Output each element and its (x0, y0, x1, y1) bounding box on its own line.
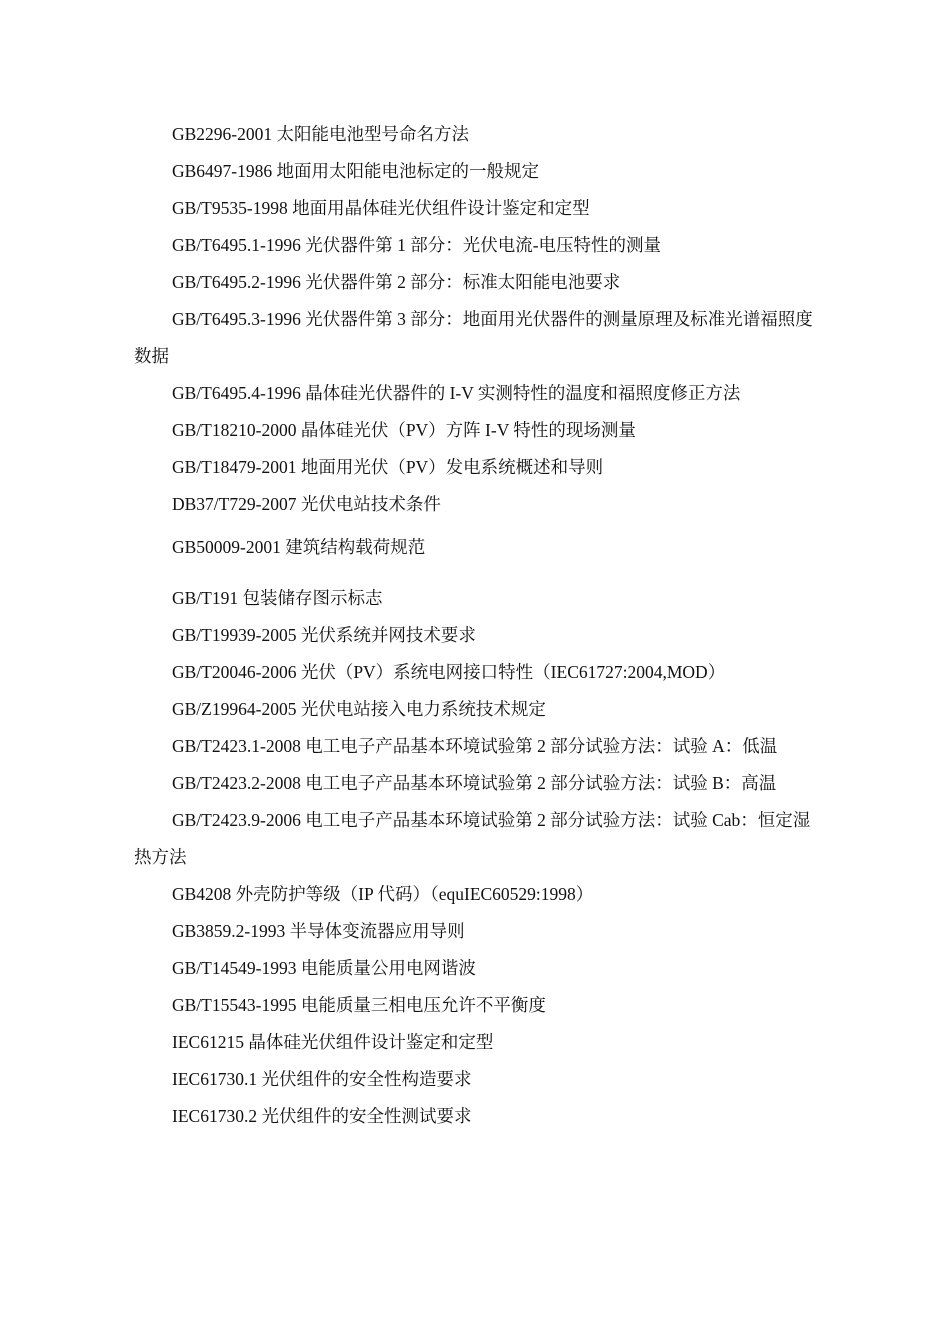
list-item: GB4208 外壳防护等级（IP 代码）（equIEC60529:1998） (172, 884, 594, 904)
list-item: GB/T191 包装储存图示标志 (172, 588, 383, 608)
list-item: GB/T6495.1-1996 光伏器件第 1 部分：光伏电流-电压特性的测量 (172, 235, 662, 255)
list-item: GB/T20046-2006 光伏（PV）系统电网接口特性（IEC61727:2004,MOD） (172, 662, 726, 682)
list-item: GB/T6495.4-1996 晶体硅光伏器件的 I-V 实测特性的温度和福照度修正方法 (172, 383, 741, 403)
list-item: GB/T2423.2-2008 电工电子产品基本环境试验第 2 部分试验方法：试验 B：高温 (172, 773, 777, 793)
list-item: GB/T2423.9-2006 电工电子产品基本环境试验第 2 部分试验方法：试验 Cab：恒定湿热方法 (134, 810, 811, 867)
list-item: IEC61730.2 光伏组件的安全性测试要求 (172, 1106, 472, 1126)
list-item: IEC61215 晶体硅光伏组件设计鉴定和定型 (172, 1032, 494, 1052)
list-item: GB/T9535-1998 地面用晶体硅光伏组件设计鉴定和定型 (172, 198, 590, 218)
list-item: GB6497-1986 地面用太阳能电池标定的一般规定 (172, 161, 540, 181)
list-item: GB2296-2001 太阳能电池型号命名方法 (172, 124, 470, 144)
list-item: DB37/T729-2007 光伏电站技术条件 (172, 494, 441, 514)
list-item: GB/T19939-2005 光伏系统并网技术要求 (172, 625, 476, 645)
list-item: IEC61730.1 光伏组件的安全性构造要求 (172, 1069, 472, 1089)
list-item: GB/T14549-1993 电能质量公用电网谐波 (172, 958, 476, 978)
list-item: GB3859.2-1993 半导体变流器应用导则 (172, 921, 465, 941)
list-item: GB/T15543-1995 电能质量三相电压允许不平衡度 (172, 995, 546, 1015)
standards-list (134, 116, 814, 1135)
list-item: GB/T6495.3-1996 光伏器件第 3 部分：地面用光伏器件的测量原理及标准光谱福照度数据 (134, 309, 813, 366)
list-item: GB/T18479-2001 地面用光伏（PV）发电系统概述和导则 (172, 457, 604, 477)
list-item: GB/Z19964-2005 光伏电站接入电力系统技术规定 (172, 699, 546, 719)
list-item: GB50009-2001 建筑结构载荷规范 (172, 537, 426, 557)
list-item: GB/T6495.2-1996 光伏器件第 2 部分：标准太阳能电池要求 (172, 272, 621, 292)
list-item: GB/T18210-2000 晶体硅光伏（PV）方阵 I-V 特性的现场测量 (172, 420, 636, 440)
list-item: GB/T2423.1-2008 电工电子产品基本环境试验第 2 部分试验方法：试验 A：低温 (172, 736, 778, 756)
